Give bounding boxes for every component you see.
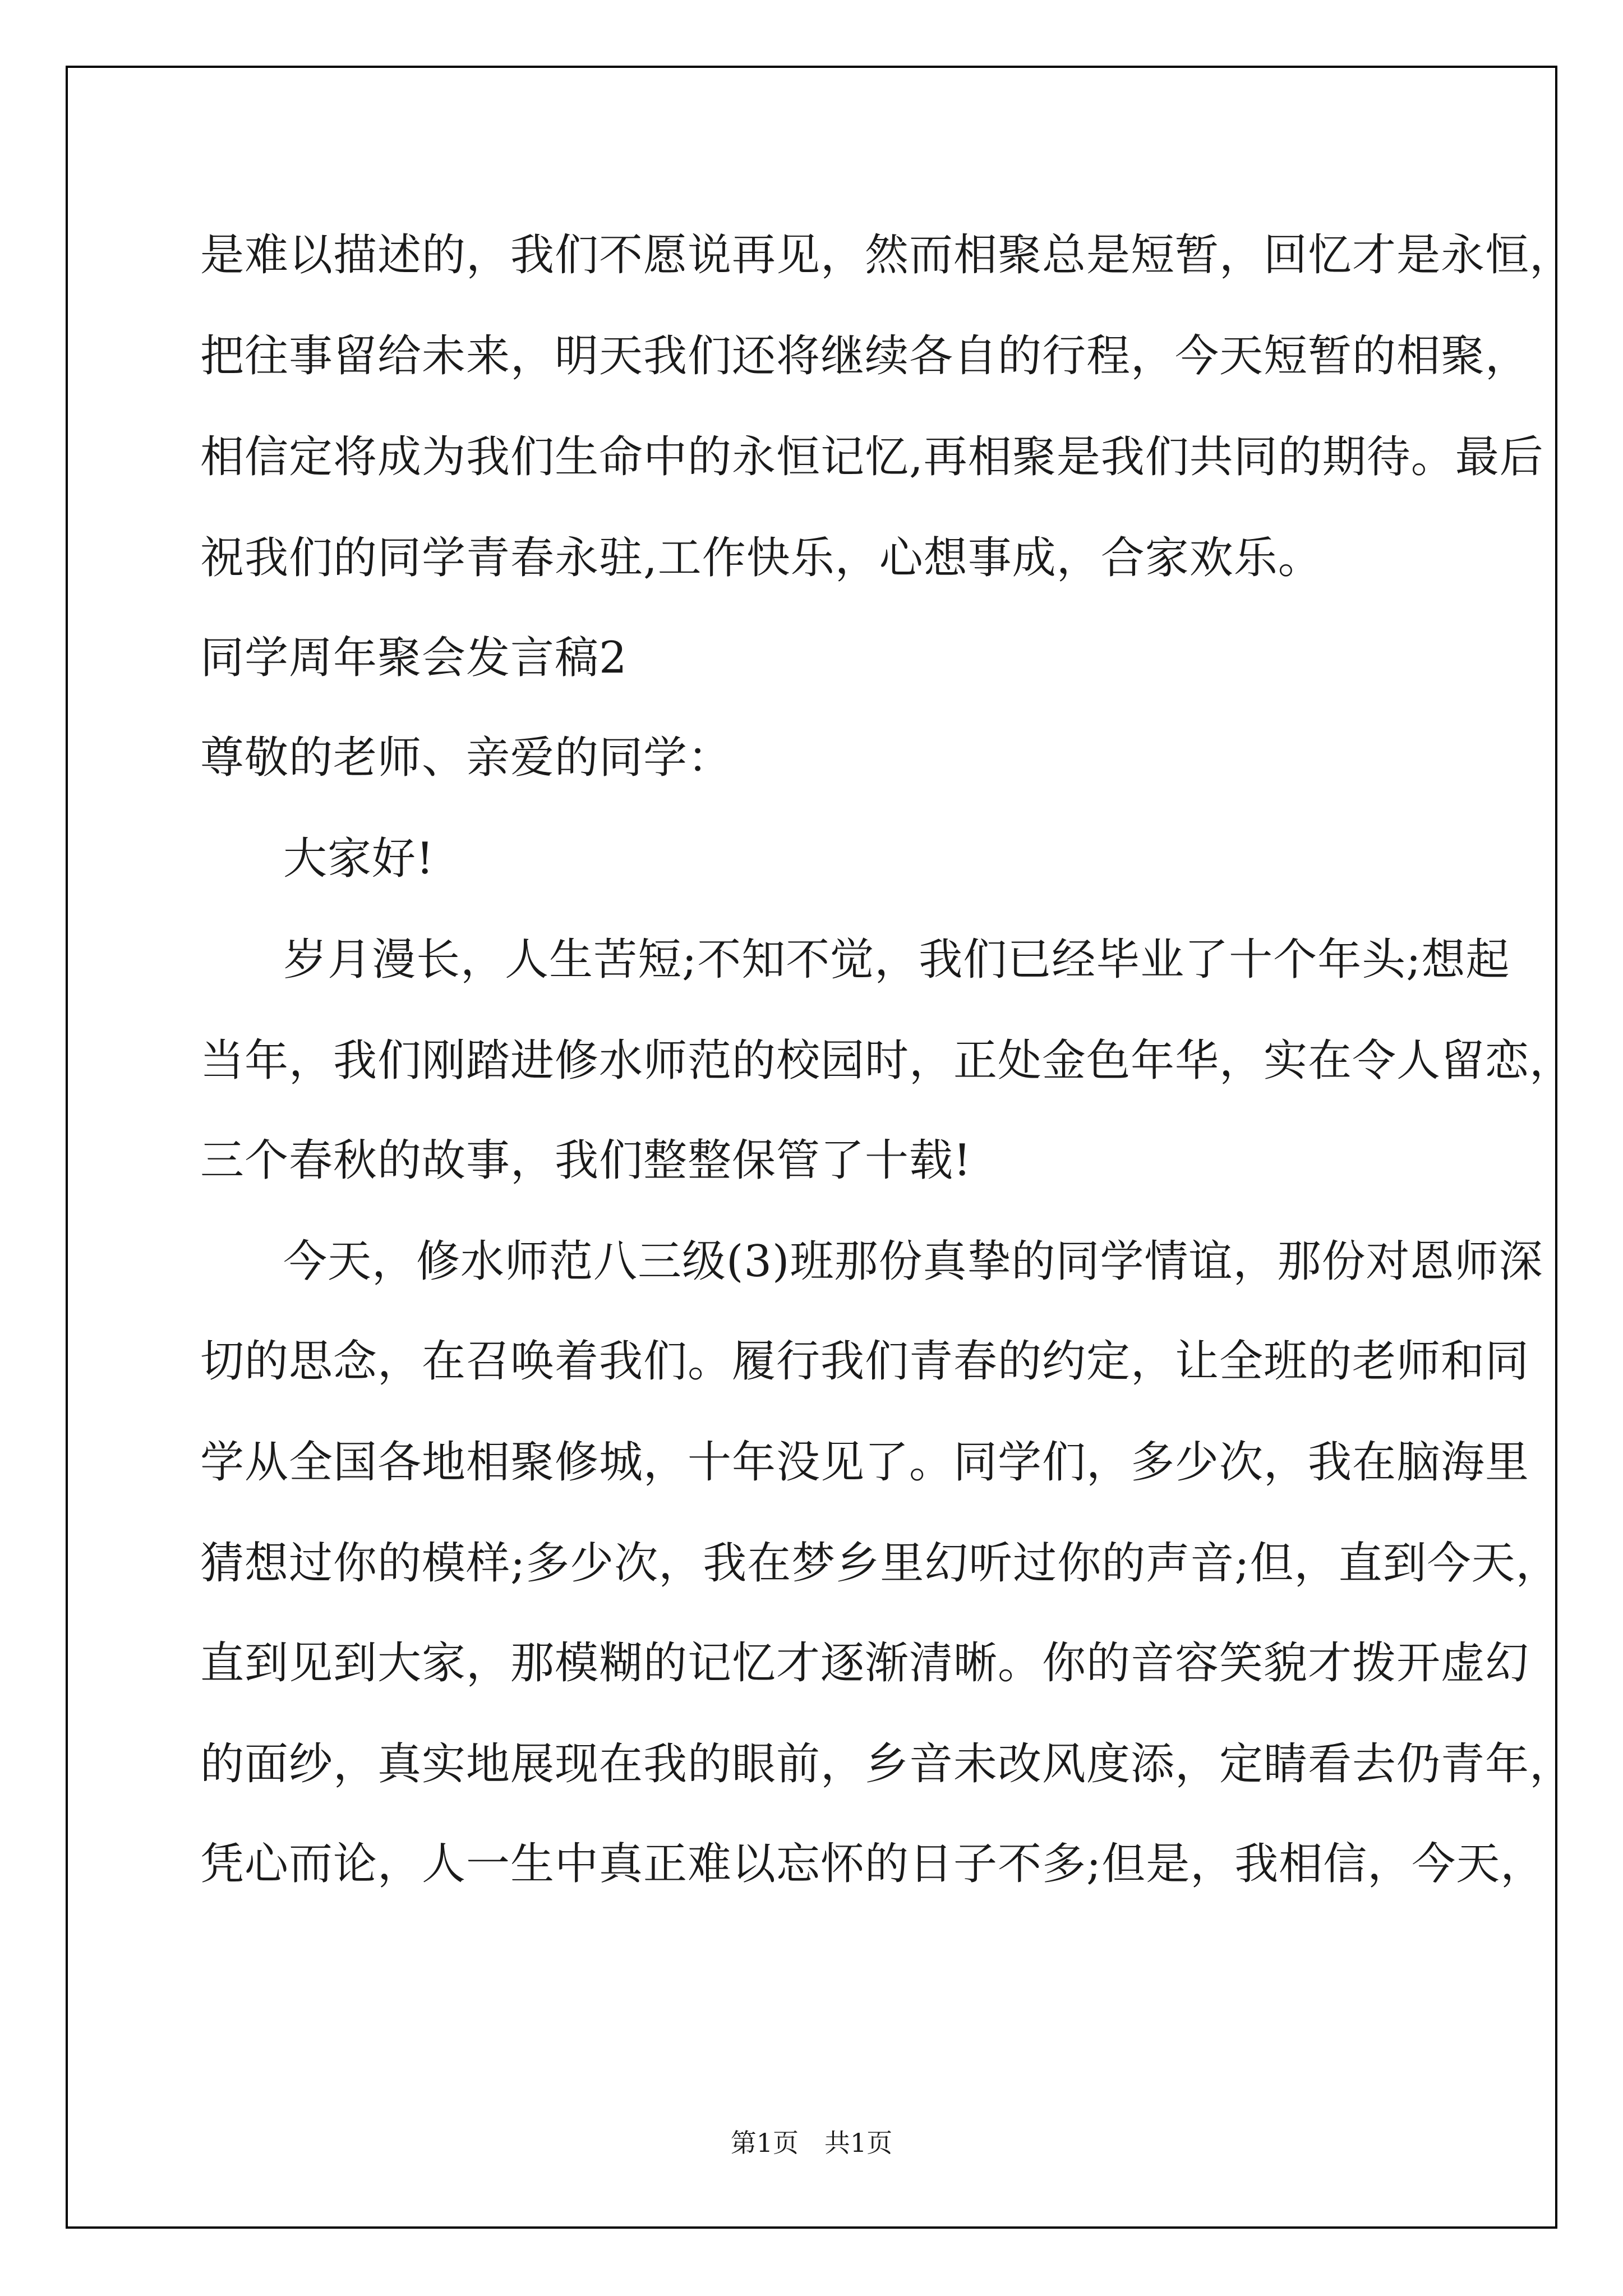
text-line: 直到见到大家，那模糊的记忆才逐渐清晰。你的音容笑貌才拨开虚幻	[200, 1638, 1530, 1688]
text-line: 学从全国各地相聚修城，十年没见了。同学们，多少次，我在脑海里	[200, 1437, 1530, 1488]
text-line: 三个春秋的故事，我们整整保管了十载!	[200, 1135, 972, 1186]
page-footer: 第1页 共1页	[730, 2128, 893, 2158]
text-line: 把往事留给未来，明天我们还将继续各自的行程，今天短暂的相聚，	[200, 331, 1530, 381]
text-line: 凭心而论，人一生中真正难以忘怀的日子不多;但是，我相信，今天，	[200, 1839, 1545, 1889]
text-line: 今天，修水师范八三级(3)班那份真挚的同学情谊，那份对恩师深	[283, 1236, 1543, 1287]
text-line: 切的思念，在召唤着我们。履行我们青春的约定，让全班的老师和同	[200, 1336, 1530, 1387]
text-line: 当年，我们刚踏进修水师范的校园时，正处金色年华，实在令人留恋，	[200, 1036, 1574, 1086]
text-line: 是难以描述的，我们不愿说再见，然而相聚总是短暂，回忆才是永恒，	[200, 230, 1574, 280]
text-line: 岁月漫长，人生苦短;不知不觉，我们已经毕业了十个年头;想起	[283, 935, 1510, 985]
text-line: 祝我们的同学青春永驻,工作快乐，心想事成，合家欢乐。	[200, 533, 1322, 583]
text-line: 的面纱，真实地展现在我的眼前，乡音未改风度添，定睛看去仍青年，	[200, 1739, 1574, 1789]
section-heading: 同学周年聚会发言稿2	[200, 633, 628, 683]
text-line: 相信定将成为我们生命中的永恒记忆,再相聚是我们共同的期待。最后	[200, 432, 1544, 482]
salutation: 尊敬的老师、亲爱的同学：	[200, 733, 732, 783]
text-line: 猜想过你的模样;多少次，我在梦乡里幻听过你的声音;但，直到今天，	[200, 1538, 1560, 1589]
greeting: 大家好!	[283, 834, 435, 884]
